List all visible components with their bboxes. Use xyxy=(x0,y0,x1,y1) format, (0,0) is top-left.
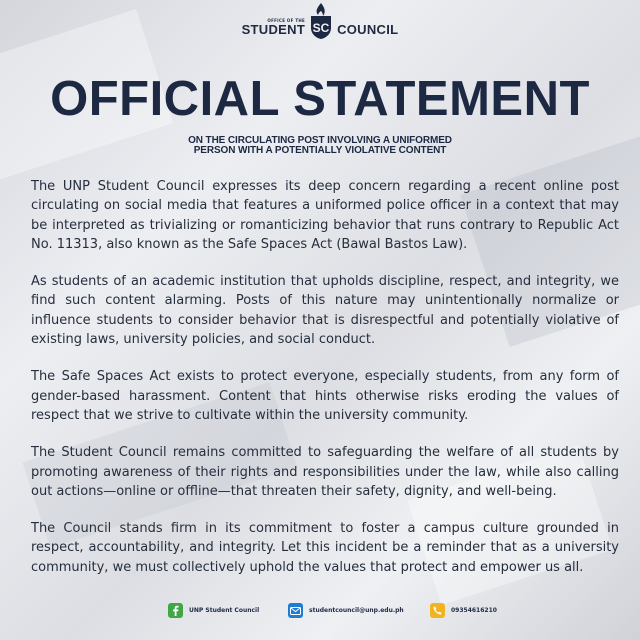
org-header xyxy=(0,14,640,40)
subtitle-line-1: ON THE CIRCULATING POST INVOLVING A UNIFORMED xyxy=(188,135,452,146)
facebook-icon xyxy=(168,603,183,618)
office-label: OFFICE OF THE xyxy=(267,17,306,23)
body-paragraph-5: The Council stands firm in its commitment to foster a campus culture grounded in respect, accountability, and integrity. Let this incident be a reminder that as a university community, we must collectively uphold the values that protect and empower us all. xyxy=(31,521,619,575)
phone-contact[interactable] xyxy=(430,603,497,618)
subtitle-line-2: PERSON WITH A POTENTIALLY VIOLATIVE CONTENT xyxy=(193,145,447,156)
statement-body xyxy=(31,177,619,595)
mail-icon xyxy=(288,603,303,618)
body-paragraph-2: As students of an academic institution that upholds discipline, respect, and integrity, we find such content alarming. Posts of this nature may unintentionally normalize or influence students to consider behavior that is disrespectful and potentially violative of existing laws, university policies, and social conduct. xyxy=(31,274,619,348)
facebook-contact[interactable] xyxy=(168,603,259,618)
facebook-label: UNP Student Council xyxy=(189,607,260,614)
phone-icon xyxy=(430,603,445,618)
student-council-logo-icon xyxy=(308,2,334,40)
org-name-left xyxy=(242,18,306,37)
org-word-student: STUDENT xyxy=(241,21,306,37)
page-title: OFFICIAL STATEMENT xyxy=(50,72,590,126)
email-label: studentcouncil@unp.edu.ph xyxy=(309,607,404,614)
body-paragraph-4: The Student Council remains committed to safeguarding the welfare of all students by promoting awareness of their rights and responsibilities under the law, while also calling out actions—online or offline—that threaten their safety, dignity, and well-being. xyxy=(31,445,619,499)
logo-monogram: SC xyxy=(312,21,330,35)
org-name-right xyxy=(337,18,398,37)
phone-label: 09354616210 xyxy=(451,607,497,614)
org-word-council: COUNCIL xyxy=(337,21,399,37)
page-subtitle xyxy=(0,136,640,156)
body-paragraph-1: The UNP Student Council expresses its deep concern regarding a recent online post circulating on social media that features a uniformed police officer in a context that may be interpreted as trivializing or romanticizing behavior that runs contrary to Republic Act No. 11313, also known as the Safe Spaces Act (Bawal Bastos Law). xyxy=(31,179,619,252)
body-paragraph-3: The Safe Spaces Act exists to protect everyone, especially students, from any form of gender-based harassment. Content that hints otherwise risks eroding the values of respect that we strive to cultivate within the university community. xyxy=(31,369,619,423)
contact-footer xyxy=(0,603,640,623)
email-contact[interactable] xyxy=(288,603,404,618)
